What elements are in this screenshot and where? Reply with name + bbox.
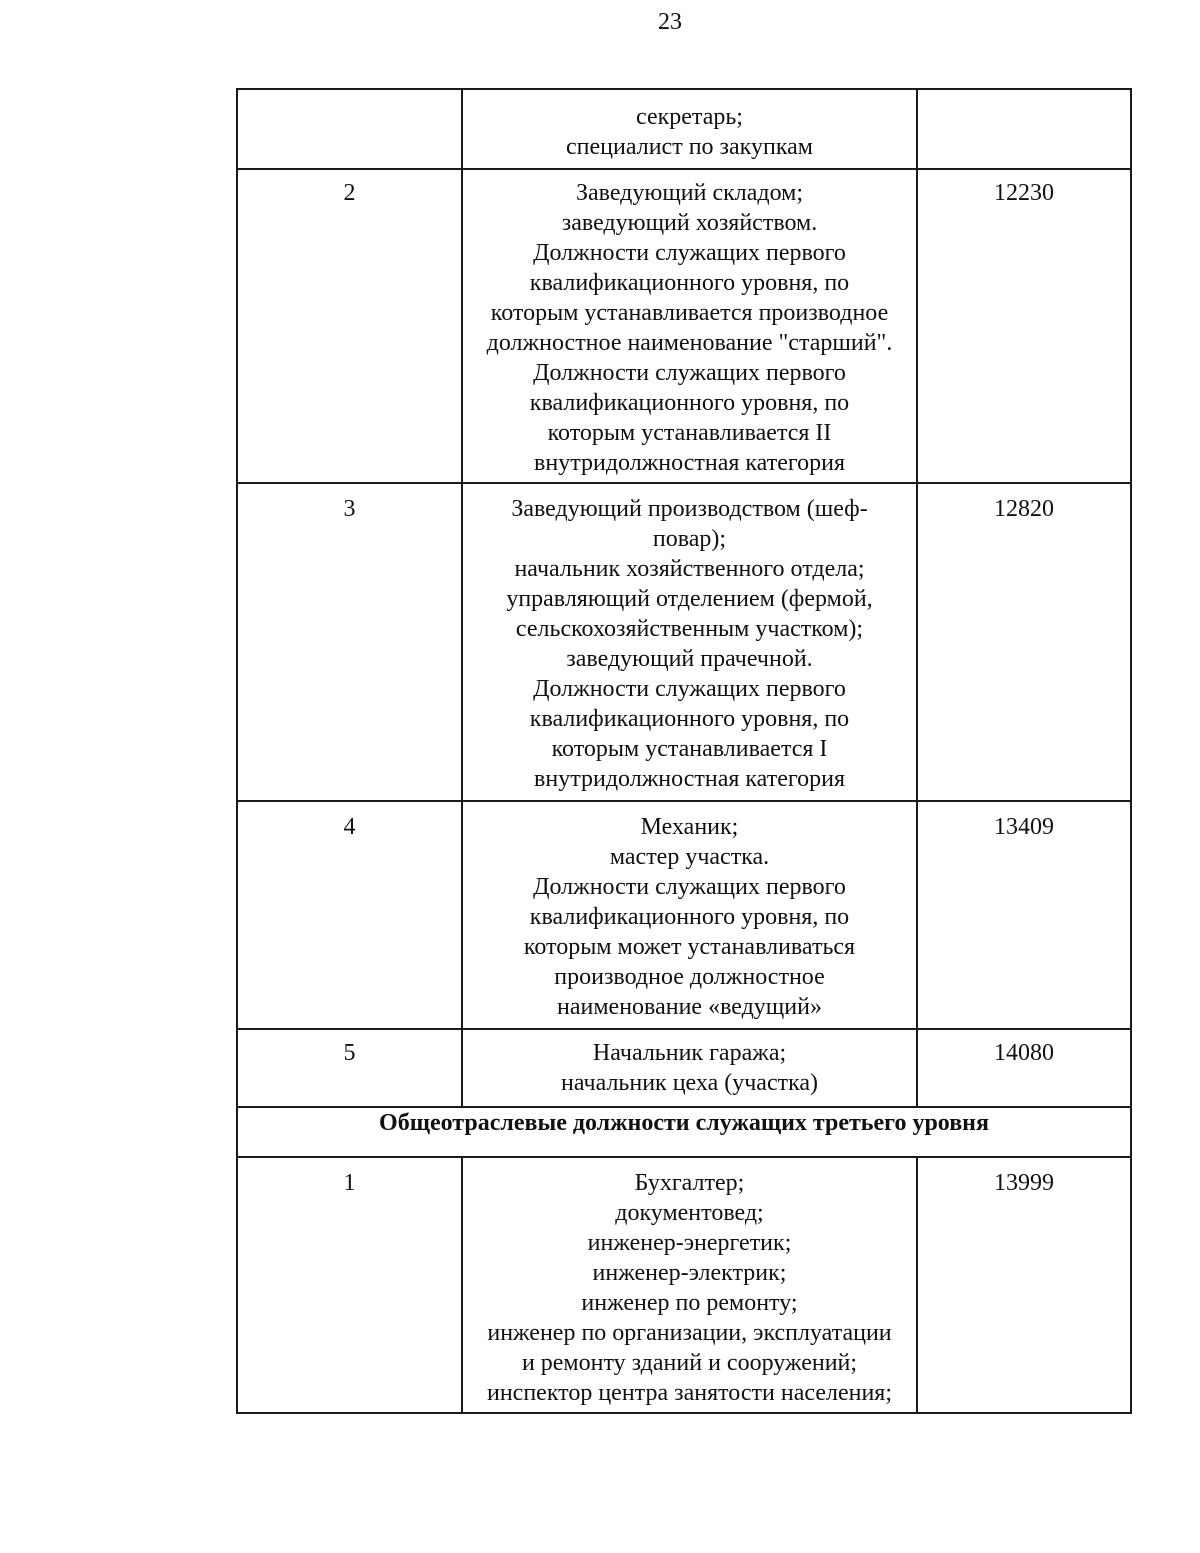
row-number-cell: 2 [237, 169, 462, 483]
positions-cell: Бухгалтер; документовед; инженер-энергетик; инженер-электрик; инженер по ремонту; инженер по организации, эксплуатации и ремонту зданий и сооружений; инспектор центра занятости населения; [462, 1157, 917, 1413]
salary-value-cell: 13999 [917, 1157, 1131, 1413]
positions-cell: Заведующий складом; заведующий хозяйством. Должности служащих первого квалификационного уровня, по которым устанавливается производное должностное наименование "старший". Должности служащих первого квалификационного уровня, по которым устанавливается II внутридолжностная категория [462, 169, 917, 483]
table-row [237, 483, 1131, 801]
table-row [237, 1157, 1131, 1413]
salary-value-cell [917, 89, 1131, 169]
row-number-cell: 5 [237, 1029, 462, 1107]
salary-value-cell: 13409 [917, 801, 1131, 1029]
positions-cell: Заведующий производством (шеф- повар); начальник хозяйственного отдела; управляющий отделением (фермой, сельскохозяйственным участком); заведующий прачечной. Должности служащих первого квалификационного уровня, по которым устанавливается I внутридолжностная категория [462, 483, 917, 801]
table-row [237, 801, 1131, 1029]
row-number-cell: 4 [237, 801, 462, 1029]
table-row [237, 89, 1131, 169]
row-number-cell: 1 [237, 1157, 462, 1413]
salary-value-cell: 12230 [917, 169, 1131, 483]
salary-value-cell: 12820 [917, 483, 1131, 801]
table-row [237, 1029, 1131, 1107]
salary-table [236, 88, 1132, 1414]
row-number-cell: 3 [237, 483, 462, 801]
row-number-cell [237, 89, 462, 169]
section-heading: Общеотраслевые должности служащих третьего уровня [237, 1107, 1131, 1157]
section-heading-row [237, 1107, 1131, 1157]
positions-cell: секретарь; специалист по закупкам [462, 89, 917, 169]
positions-cell: Начальник гаража; начальник цеха (участка) [462, 1029, 917, 1107]
page-number: 23 [658, 9, 682, 35]
positions-cell: Механик; мастер участка. Должности служащих первого квалификационного уровня, по которым может устанавливаться производное должностное наименование «ведущий» [462, 801, 917, 1029]
table-row [237, 169, 1131, 483]
salary-value-cell: 14080 [917, 1029, 1131, 1107]
